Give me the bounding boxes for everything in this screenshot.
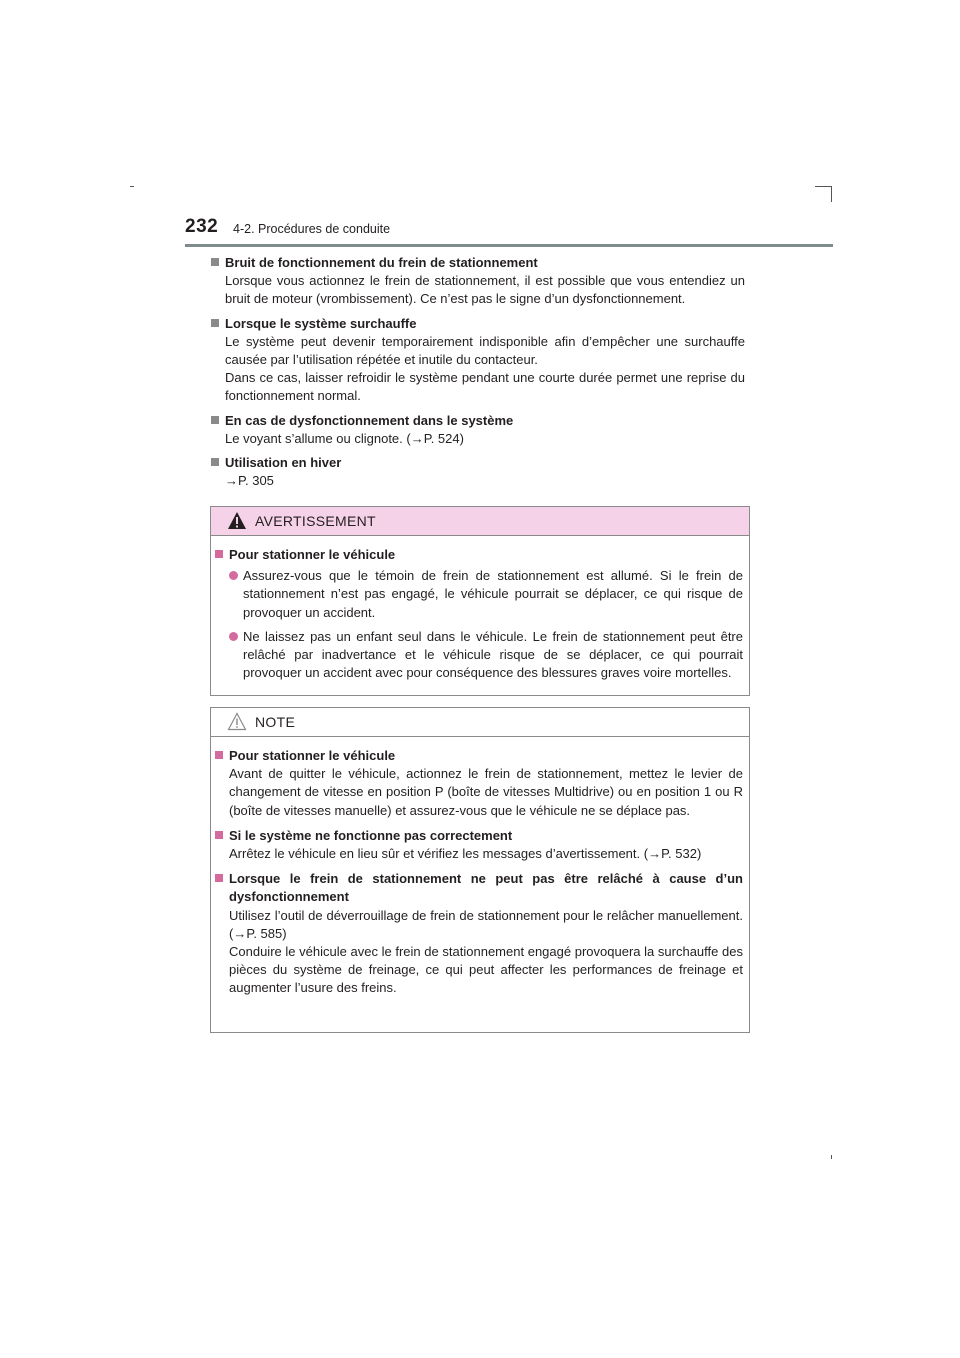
square-bullet-icon (215, 831, 223, 839)
note-box (210, 707, 750, 1033)
item-title: En cas de dysfonctionnement dans le système (211, 412, 745, 430)
crop-mark (831, 186, 832, 202)
square-bullet-icon (215, 751, 223, 759)
info-item (211, 412, 745, 448)
note-item-text: Avant de quitter le véhicule, actionnez le frein de stationnement, mettez le levier de changement de vitesse en position P (boîte de vitesses Multidrive) ou en position 1 ou R (boîte de vitesses manuelle) et assurez-vous que le véhicule ne se déplace pas. (229, 766, 743, 818)
note-item (215, 827, 743, 863)
page-number: 232 (185, 216, 219, 237)
note-item (215, 870, 743, 997)
square-bullet-icon (215, 550, 223, 558)
warning-bullet: Assurez-vous que le témoin de frein de stationnement est allumé. Si le frein de stationnement n’est pas engagé, le véhicule pourrait se déplacer, ce qui risque de provoquer un accident. (215, 567, 743, 622)
info-item (211, 315, 745, 406)
note-item-text: Utilisez l’outil de déverrouillage de frein de stationnement pour le relâcher manuellement. (→P. 585) (229, 907, 743, 941)
item-text: Le voyant s’allume ou clignote. (→P. 524) (225, 430, 464, 446)
item-text: →P. 305 (225, 473, 274, 489)
main-content (211, 254, 745, 496)
note-body (211, 737, 749, 1015)
warning-title: Pour stationner le véhicule (215, 546, 743, 564)
item-text: Le système peut devenir temporairement indisponible afin d’empêcher une surchauffe causée par l’utilisation répétée et inutile du contacteur. (225, 333, 745, 368)
note-item-title: Pour stationner le véhicule (215, 747, 743, 765)
note-label: NOTE (255, 714, 296, 730)
square-bullet-icon (211, 416, 219, 424)
square-bullet-icon (211, 458, 219, 466)
warning-box (210, 506, 750, 696)
warning-body (211, 536, 749, 698)
note-item-text: Arrêtez le véhicule en lieu sûr et vérifiez les messages d’avertissement. (→P. 532) (229, 846, 702, 862)
note-item-text: Conduire le véhicule avec le frein de stationnement engagé provoquera la surchauffe des pièces du système de freinage, ce qui peut affecter les performances de freinage et augmenter l’usure des freins. (229, 944, 743, 996)
warning-header (211, 507, 749, 536)
warning-bullet: Ne laissez pas un enfant seul dans le véhicule. Le frein de stationnement peut être relâché par inadvertance et le véhicule risque de se déplacer, ce qui pourrait provoquer un accident avec pour conséquence des blessures graves voire mortelles. (215, 628, 743, 683)
crop-mark (831, 1155, 832, 1159)
info-item (211, 454, 745, 490)
header-rule (185, 244, 833, 247)
square-bullet-icon (215, 874, 223, 882)
note-item-title: Lorsque le frein de stationnement ne peut pas être relâché à cause d’un dysfonctionnement (215, 870, 743, 906)
note-item-title: Si le système ne fonctionne pas correctement (215, 827, 743, 845)
item-text: Dans ce cas, laisser refroidir le système pendant une courte durée permet une reprise du fonctionnement normal. (225, 370, 745, 404)
note-header (211, 708, 749, 737)
item-title: Bruit de fonctionnement du frein de stationnement (211, 254, 745, 272)
round-bullet-icon (229, 632, 238, 641)
crop-mark (130, 186, 134, 187)
item-title: Lorsque le système surchauffe (211, 315, 745, 333)
note-item (215, 747, 743, 820)
section-title: 4-2. Procédures de conduite (233, 222, 391, 236)
info-item (211, 254, 745, 309)
square-bullet-icon (211, 258, 219, 266)
item-text: Lorsque vous actionnez le frein de stationnement, il est possible que vous entendiez un bruit de moteur (vrombissement). Ce n’est pas le signe d’un dysfonctionnement. (225, 273, 745, 307)
caution-triangle-icon (227, 712, 247, 731)
crop-mark (815, 186, 832, 187)
square-bullet-icon (211, 319, 219, 327)
warning-triangle-icon (227, 511, 247, 530)
round-bullet-icon (229, 571, 238, 580)
page-header (185, 214, 833, 248)
item-title: Utilisation en hiver (211, 454, 745, 472)
warning-label: AVERTISSEMENT (255, 513, 376, 529)
